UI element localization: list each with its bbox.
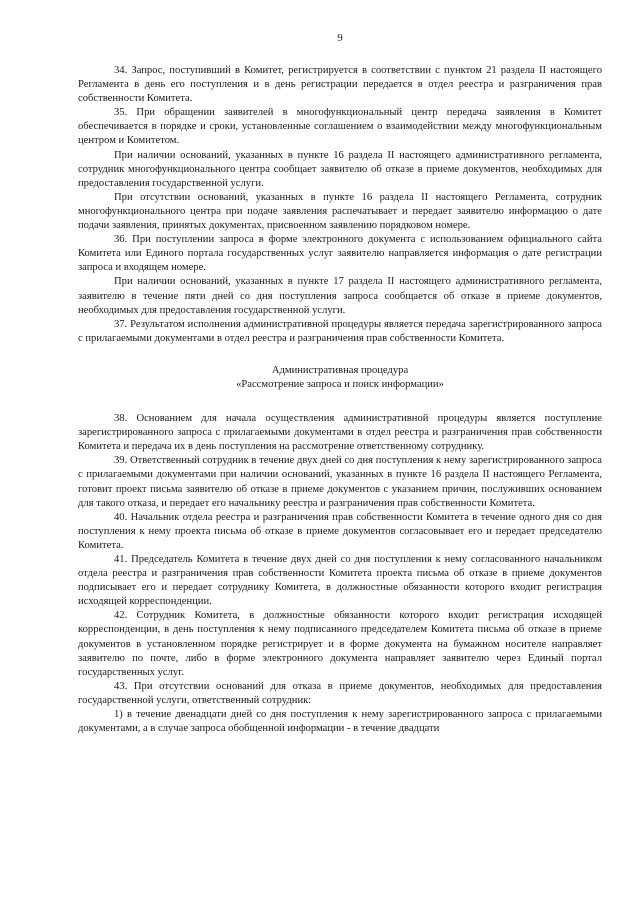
page-number: 9: [337, 32, 343, 44]
paragraphs-bottom: [78, 412, 602, 736]
paragraph-37: 37. Результатом исполнения административной процедуры является передача зарегистрированного запроса с прилагаемыми документами в отдел реестра и разграничения прав собственности Комитета.: [78, 318, 602, 344]
section-heading-line1: Административная процедура: [271, 364, 409, 376]
paragraph-43: 43. При отсутствии оснований для отказа в приеме документов, необходимых для предоставления государственной услуги, ответственный сотрудник:: [78, 680, 602, 706]
paragraph-35-mfc-receipt: При отсутствии оснований, указанных в пункте 16 раздела II настоящего Регламента, сотрудник многофункционального центра при подаче заявления распечатывает и передает заявителю информацию о дате подачи заявления, принятых документах, присвоенном заявлению порядковом номере.: [78, 191, 602, 232]
paragraphs-top: [78, 64, 602, 346]
paragraph-43-item-1: 1) в течение двенадцати дней со дня поступления к нему зарегистрированного запроса с прилагаемыми документами, а в случае запроса обобщенной информации - в течение двадцати: [78, 709, 602, 735]
paragraph-41: 41. Председатель Комитета в течение двух дней со дня поступления к нему согласованного начальником отдела реестра и разграничения прав собственности Комитета проекта письма об отказе в приеме документов подписывает его и передает сотруднику Комитета, в должностные обязанности которого входит регистрация исходящей корреспонденции.: [78, 554, 602, 608]
paragraph-35-mfc-refusal: При наличии оснований, указанных в пункте 16 раздела II настоящего административного регламента, сотрудник многофункционального центра сообщает заявителю об отказе в приеме документов, необходимых для предоставления государственной услуги.: [78, 149, 602, 189]
paragraph-39: 39. Ответственный сотрудник в течение двух дней со дня поступления к нему зарегистрированного запроса с прилагаемыми документами при наличии оснований, указанных в пункте 16 раздела II настоящего Регламента, готовит проект письма заявителю об отказе в приеме документов с указанием причин, послуживших основанием для такого отказа, и передает его начальнику реестра и разграничения прав собственности Комитета.: [78, 455, 602, 509]
section-heading: [78, 364, 602, 392]
paragraph-38: 38. Основанием для начала осуществления административной процедуры является поступление зарегистрированного запроса с прилагаемыми документами в отдел реестра и разграничения прав собственности Комитета и передача их в день поступления на рассмотрение ответственному сотруднику.: [78, 413, 602, 453]
paragraph-36-refusal: При наличии оснований, указанных в пункте 17 раздела II настоящего административного регламента, заявителю в течение пяти дней со дня поступления запроса сообщается об отказе в приеме документов, необходимых для предоставления государственной услуги.: [78, 276, 602, 316]
paragraph-36: 36. При поступлении запроса в форме электронного документа с использованием официального сайта Комитета или Единого портала государственных услуг заявителю направляется информация о дате регистрации запроса и входящем номере.: [78, 234, 602, 274]
paragraph-40: 40. Начальник отдела реестра и разграничения прав собственности Комитета в течение одного дня со дня поступления к нему проекта письма об отказе в приеме документов согласовывает его и передает председателю Комитета.: [78, 511, 602, 551]
paragraph-34: 34. Запрос, поступивший в Комитет, регистрируется в соответствии с пунктом 21 раздела II настоящего Регламента в день его поступления и в день регистрации передается в отдел реестра и разграничения прав собственности Комитета.: [78, 65, 602, 105]
paragraph-35: 35. При обращении заявителей в многофункциональный центр передача заявления в Комитет обеспечивается в порядке и сроки, установленные соглашением о взаимодействии между многофункциональным центром и Комитетом.: [78, 107, 602, 147]
paragraph-42: 42. Сотрудник Комитета, в должностные обязанности которого входит регистрация исходящей корреспонденции, в день поступления к нему подписанного председателем Комитета письма об отказе в приеме документов в установленном порядке регистрирует и в форме документа на бумажном носителе направляет заявителю по почте, либо в форме электронного документа направляет заявителю через Единый портал государственных услуг.: [78, 610, 602, 678]
section-heading-line2: «Рассмотрение запроса и поиск информации»: [236, 378, 444, 390]
